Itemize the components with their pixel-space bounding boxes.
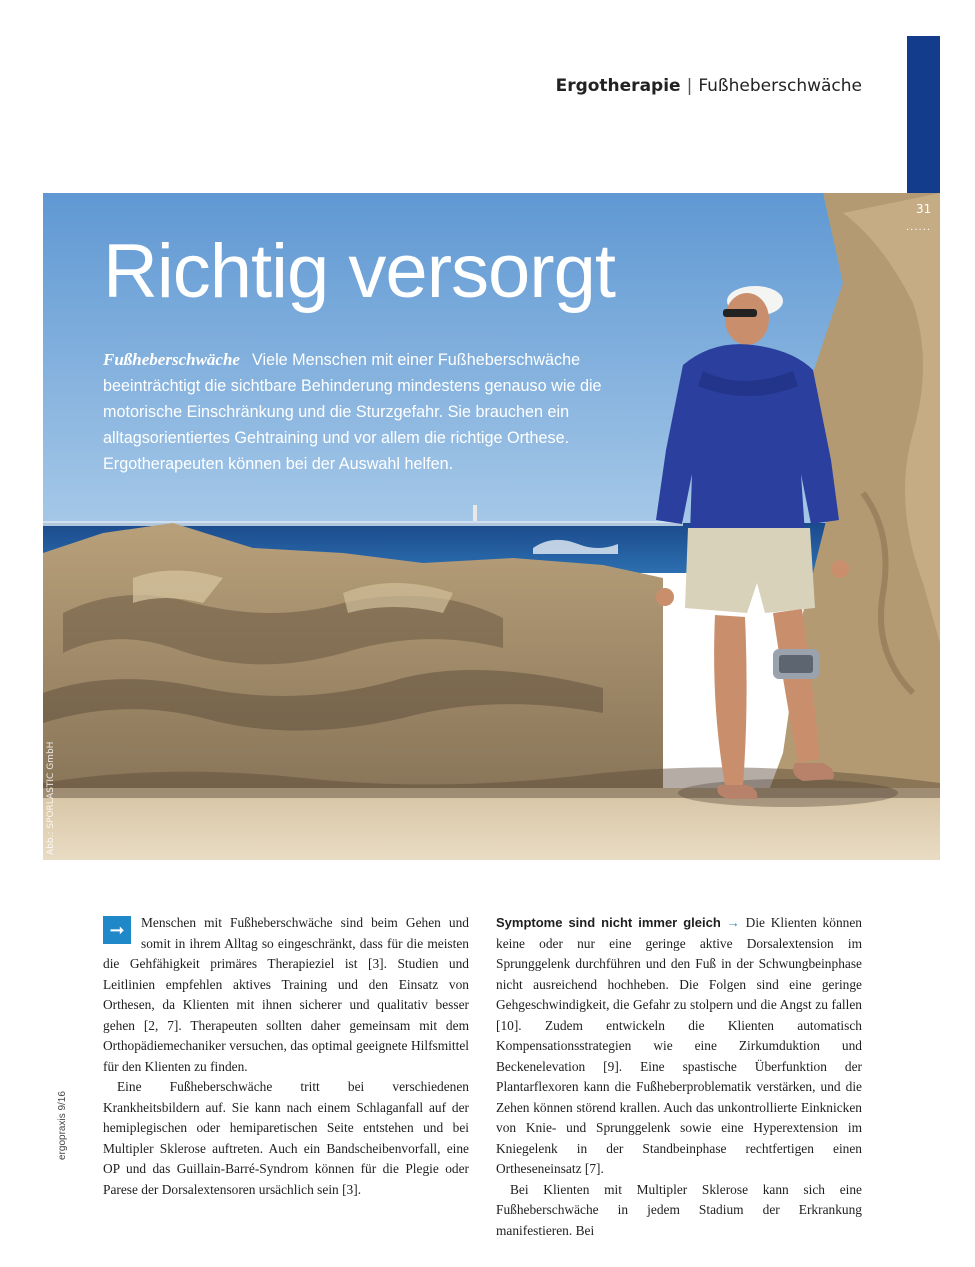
page-number-dots: ......	[906, 222, 932, 233]
subheading: Symptome sind nicht immer gleich	[496, 915, 721, 930]
body-text: Die Klienten können keine oder nur eine geringe aktive Dorsalextension im Sprunggelenk durchführen und den Fuß in der Schwungbeinphase nicht ausreichend hochheben. Die Folgen sind eine geringe Gehgeschwindigkeit, die Gefahr zu stolpern und die Angst zu fallen [10]. Zudem entwickeln die Klienten automatisch Kompensationsstrategien wie eine Zirkumduktion und Beckenelevation [9]. Eine spastische Überfunktion der Plantarflexoren kann die Fußheberproblematik verstärken, und die Zehen können störend krallen. Auch das unkontrollierte Einknicken von Knie- und Sprunggelenk sowie eine Hyperextension im Kniegelenk in der Standbeinphase rechtfertigen einen Ortheseneinsatz [7].	[496, 915, 862, 1176]
section-color-tab	[907, 36, 940, 198]
running-header	[556, 76, 862, 96]
body-paragraph: Menschen mit Fußheberschwäche sind beim Gehen und somit in ihrem Alltag so eingeschränkt, dass für die meisten die Gehfähigkeit primäres Therapieziel ist [3]. Studien und Leitlinien empfehlen aktives Training und den Einsatz von Orthesen, da Klienten mit ihnen sicherer und qualitativ besser gehen [2, 7]. Therapeuten sollten daher gemeinsam mit dem Orthopädiemechaniker versuchen, das optimal geeignete Hilfsmittel für den Klienten zu finden.	[103, 915, 469, 1074]
lead-text: Viele Menschen mit einer Fußheberschwäche beeinträchtigt die sichtbare Behinderung mindestens genauso wie die motorische Einschränkung und die Sturzgefahr. Sie brauchen ein alltagsorientiertes Gehtraining und vor allem die richtige Orthese. Ergotherapeuten können bei der Auswahl helfen.	[103, 351, 602, 473]
section-name: Ergotherapie	[555, 76, 681, 96]
body-column-left	[103, 913, 469, 1200]
body-paragraph: Eine Fußheberschwäche tritt bei verschiedenen Krankheitsbildern auf. Sie kann nach einem Schlaganfall auf der hemiplegischen oder hemiparetischen Seite entstehen und bei Multipler Sklerose auftreten. Auch ein Bandscheibenvorfall, eine OP und das Guillain-Barré-Syndrom können für die Plegie oder Parese der Dorsalextensoren ursächlich sein [3].	[103, 1079, 469, 1197]
body-column-right	[496, 913, 862, 1241]
article-title: Richtig versorgt	[103, 229, 615, 314]
article-lead	[103, 347, 623, 477]
page-number: 31	[916, 202, 932, 216]
arrow-right-icon: →	[726, 915, 740, 930]
header-separator: |	[686, 76, 693, 96]
topic-name: Fußheberschwäche	[698, 76, 862, 96]
body-paragraph-with-subhead	[496, 913, 862, 1180]
arrow-right-icon: ➞	[103, 916, 131, 944]
issue-label: ergopraxis 9/16	[57, 1091, 68, 1160]
body-paragraph: Bei Klienten mit Multipler Sklerose kann sich eine Fußheberschwäche in jedem Stadium der Erkrankung manifestieren. Bei	[496, 1181, 862, 1238]
lead-kicker: Fußheberschwäche	[103, 350, 240, 369]
photo-credit: Abb.: SPORLASTIC GmbH	[46, 741, 56, 855]
